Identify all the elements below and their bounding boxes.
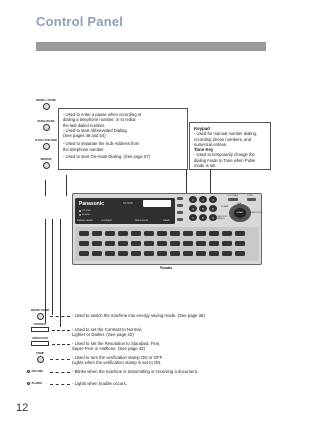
callout-line: the last dialed number.	[63, 122, 106, 128]
key-2[interactable]: 2	[199, 196, 207, 203]
callout-line: dialing a telephone number, or to redial	[63, 117, 136, 123]
panel-model: UF-5600	[123, 202, 133, 205]
right-callout	[189, 122, 271, 170]
callout-line: - Used to start On-Hook Dialing. (See page 57)	[63, 154, 151, 160]
one-touch-key[interactable]	[222, 251, 232, 256]
monitor-button-group	[34, 159, 58, 169]
one-touch-key[interactable]	[235, 241, 245, 246]
one-touch-key[interactable]	[157, 251, 167, 256]
on-line-led-icon	[27, 370, 30, 373]
flash-label: FLASH / SUB-ADDR	[35, 140, 57, 142]
panel-brand: Panasonic	[79, 201, 105, 207]
dotted-connector	[52, 344, 70, 345]
key-6[interactable]: 6	[209, 205, 217, 212]
one-touch-key[interactable]	[144, 251, 154, 256]
function-label: FUNCTION	[250, 212, 262, 214]
one-touch-key[interactable]	[170, 231, 180, 236]
dotted-connector	[50, 359, 70, 360]
redial-button[interactable]	[43, 124, 50, 131]
one-touch-key[interactable]	[209, 241, 219, 246]
stop-button[interactable]	[247, 198, 256, 201]
resolution-button[interactable]	[31, 341, 49, 346]
alarm-key-label: ALARM	[31, 381, 42, 385]
one-touch-key[interactable]	[144, 231, 154, 236]
one-touch-key[interactable]	[79, 251, 89, 256]
contrast-button[interactable]	[31, 327, 49, 332]
one-touch-key[interactable]	[79, 241, 89, 246]
alarm-indicator	[79, 214, 90, 216]
one-touch-key[interactable]	[131, 241, 141, 246]
panel-flash-button[interactable]	[177, 211, 183, 214]
alarm-label: ALARM	[82, 214, 90, 216]
flash-button[interactable]	[43, 143, 50, 150]
callout-line: mode is set.	[194, 163, 217, 169]
contrast-panel-label: CONTRAST	[101, 220, 112, 222]
title-underbar	[36, 42, 266, 51]
one-touch-key[interactable]	[105, 251, 115, 256]
tone-key-title: Tone Key	[194, 147, 214, 153]
one-touch-key[interactable]	[209, 251, 219, 256]
one-touch-key[interactable]	[183, 231, 193, 236]
contrast-key-label: CONTRAST	[33, 324, 47, 326]
panel-redial-button[interactable]	[177, 204, 183, 207]
start-button[interactable]	[234, 208, 246, 218]
alarm-led-icon	[27, 382, 30, 385]
callout-line: - Used for manual number dialing,	[194, 131, 258, 137]
clear-label: CLEAR	[221, 206, 229, 208]
legend-stamp-text-2: Lights when the verification stamp is set to ON.	[72, 360, 162, 365]
connector-line	[52, 219, 53, 315]
flash-button-group	[34, 140, 58, 150]
on-line-indicator	[79, 210, 91, 212]
one-touch-key[interactable]	[209, 231, 219, 236]
panel-small-buttons	[177, 197, 185, 221]
copy-fax-label: COPY/FAX	[227, 195, 238, 197]
legend-alarm-key	[27, 381, 42, 385]
one-touch-row-2	[79, 241, 245, 246]
one-touch-key[interactable]	[118, 231, 128, 236]
callout-line: - Used to enter a pause when recording or	[63, 112, 142, 117]
on-line-key-label: ON LINE	[31, 369, 43, 373]
legend-resolution-text: - Used to set the Resolution to Standard, Fine,	[72, 341, 161, 346]
key-9[interactable]: 9	[209, 214, 217, 221]
callout-line: numerical entries.	[194, 141, 228, 147]
one-touch-key[interactable]	[92, 231, 102, 236]
one-touch-key[interactable]	[79, 231, 89, 236]
predial-button-group	[34, 100, 58, 110]
one-touch-key[interactable]	[118, 251, 128, 256]
one-touch-row-3	[79, 251, 245, 256]
energy-saver-key-label: ENERGY SAVER	[30, 310, 50, 312]
directory-search-label: DIRECTORY SEARCH	[217, 216, 228, 220]
one-touch-key[interactable]	[144, 241, 154, 246]
panel-footer-brand: Panafax	[160, 266, 173, 270]
connector-line	[45, 180, 46, 196]
stamp-button[interactable]	[37, 356, 44, 363]
resolution-key-label: RESOLUTION	[32, 338, 48, 340]
legend-contrast-text: - Used to set the Contrast to Normal,	[72, 327, 142, 332]
legend-stamp-text: - Used to turn the verification stamp ON or OFF.	[72, 355, 163, 360]
predial-label: PREDIAL / PAUSE	[36, 100, 56, 102]
lcd-window	[143, 200, 171, 207]
one-touch-key[interactable]	[183, 251, 193, 256]
one-touch-key[interactable]	[157, 231, 167, 236]
one-touch-key[interactable]	[235, 231, 245, 236]
energy-saver-button[interactable]	[37, 313, 44, 320]
one-touch-key[interactable]	[92, 251, 102, 256]
legend-stamp-key	[30, 353, 50, 363]
on-line-label: ON LINE	[82, 210, 91, 212]
control-panel-illustration	[72, 193, 262, 265]
monitor-label: MONITOR	[40, 159, 52, 161]
stop-label: STOP	[247, 195, 253, 197]
one-touch-key[interactable]	[235, 251, 245, 256]
page-title: Control Panel	[36, 14, 124, 29]
panel-display-section	[75, 198, 175, 224]
legend-on-line-key	[27, 369, 43, 373]
one-touch-key[interactable]	[170, 251, 180, 256]
copy-fax-button[interactable]	[228, 198, 238, 201]
one-touch-key[interactable]	[118, 241, 128, 246]
one-touch-key[interactable]	[131, 231, 141, 236]
key-5[interactable]: 5	[199, 205, 207, 212]
dotted-connector	[50, 316, 70, 317]
one-touch-key[interactable]	[196, 231, 206, 236]
one-touch-key[interactable]	[183, 241, 193, 246]
one-touch-key[interactable]	[105, 241, 115, 246]
callout-line: recording phone numbers, and	[194, 136, 252, 142]
predial-button[interactable]	[43, 103, 50, 110]
one-touch-key[interactable]	[222, 241, 232, 246]
energy-saver-panel-label: ENERGY SAVER	[77, 220, 93, 222]
legend-energy-saver-key	[30, 310, 50, 320]
panel-predial-button[interactable]	[177, 197, 183, 200]
key-1[interactable]: 1	[189, 196, 197, 203]
key-4[interactable]: 4	[189, 205, 197, 212]
stamp-key-label: STAMP	[36, 353, 44, 355]
one-touch-key[interactable]	[196, 241, 206, 246]
callout-line: - Used to separate the Sub-Address from	[63, 141, 140, 147]
dotted-connector	[50, 384, 70, 385]
left-callout	[58, 108, 188, 170]
one-touch-key[interactable]	[196, 251, 206, 256]
key-3[interactable]: 3	[209, 196, 217, 203]
one-touch-key[interactable]	[92, 241, 102, 246]
legend-alarm-text: - Lights when trouble occurs.	[72, 381, 127, 386]
one-touch-key[interactable]	[131, 251, 141, 256]
dotted-connector	[50, 372, 70, 373]
callout-line: the telephone number	[63, 146, 104, 152]
start-label: START	[236, 212, 244, 214]
keypad-title: Keypad	[194, 126, 210, 131]
legend-contrast-key	[28, 324, 52, 332]
connector-line	[186, 170, 187, 194]
resolution-panel-label: RESOLUTION	[135, 220, 149, 222]
panel-monitor-button[interactable]	[177, 218, 183, 221]
connector-line	[66, 175, 67, 196]
one-touch-key[interactable]	[222, 231, 232, 236]
connector-line	[210, 170, 211, 194]
legend-resolution-text-2: Super-Fine or Halftone. (See page 42)	[72, 346, 146, 351]
key-8[interactable]: 8	[199, 214, 207, 221]
stamp-panel-label: STAMP	[163, 220, 170, 222]
legend-on-line-text: - Blinks when the machine is transmitting or receiving a document.	[72, 369, 199, 374]
one-touch-key[interactable]	[170, 241, 180, 246]
page-number: 12	[16, 402, 29, 414]
callout-line: - Used to start Abbreviated Dialing.	[63, 127, 128, 133]
connector-line	[45, 219, 46, 323]
key-7[interactable]: 7	[189, 214, 197, 221]
one-touch-row-1	[79, 231, 245, 236]
legend-energy-saver-text: - Used to switch the machine into energy saving mode. (See page 36)	[72, 313, 205, 318]
monitor-button[interactable]	[43, 162, 50, 169]
callout-line: (See pages 48 and 54)	[63, 133, 106, 139]
dotted-connector	[52, 330, 70, 331]
redial-label: REDIAL/PAUSE	[37, 121, 55, 123]
redial-button-group	[34, 121, 58, 131]
legend-contrast-text-2: Lighter or Darker. (See page 42)	[72, 332, 134, 337]
callout-line: - Used to temporarily change the	[194, 152, 255, 158]
connector-line	[60, 219, 61, 327]
one-touch-key[interactable]	[105, 231, 115, 236]
legend-resolution-key	[28, 338, 52, 346]
callout-line: dialing mode to Tone when Pulse	[194, 157, 256, 163]
one-touch-key[interactable]	[157, 241, 167, 246]
